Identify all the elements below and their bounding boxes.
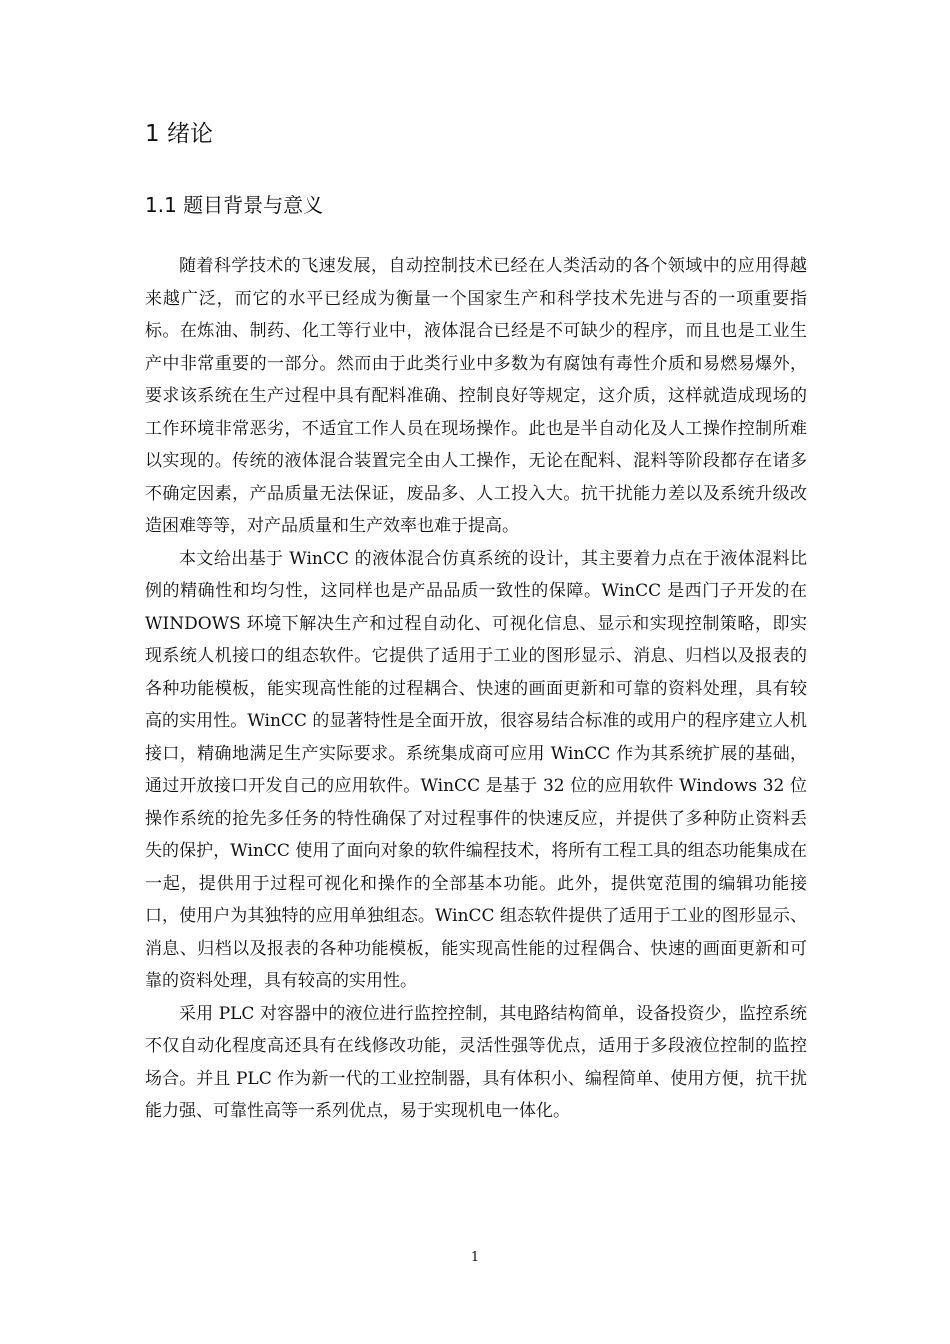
paragraph: 本文给出基于 WinCC 的液体混合仿真系统的设计，其主要着力点在于液体混料比例的精确性和均匀性，这同样也是产品品质一致性的保障。WinCC 是西门子开发的在 WINDOWS 环境下解决生产和过程自动化、可视化信息、显示和实现控制策略，即实现系统人机接口的组态软件。它提供了适用于工业的图形显示、消息、归档以及报表的各种功能模板，能实现高性能的过程耦合、快速的画面更新和可靠的资料处理，具有较高的实用性。WinCC 的显著特性是全面开放，很容易结合标准的或用户的程序建立人机接口，精确地满足生产实际要求。系统集成商可应用 WinCC 作为其系统扩展的基础，通过开放接口开发自己的应用软件。WinCC 是基于 32 位的应用软件 Windows 32 位操作系统的抢先多任务的特性确保了对过程事件的快速反应，并提供了多种防止资料丢失的保护，WinCC 使用了面向对象的软件编程技术，将所有工程工具的组态功能集成在一起，提供用于过程可视化和操作的全部基本功能。此外，提供宽范围的编辑功能接口，使用户为其独特的应用单独组态。WinCC 组态软件提供了适用于工业的图形显示、消息、归档以及报表的各种功能模板，能实现高性能的过程偶合、快速的画面更新和可靠的资料处理，具有较高的实用性。 xyxy=(145,548,807,991)
paragraph: 采用 PLC 对容器中的液位进行监控控制，其电路结构简单，设备投资少，监控系统不仅自动化程度高还具有在线修改功能，灵活性强等优点，适用于多段液位控制的监控场合。并且 PLC 作为新一代的工业控制器，具有体积小、编程简单、使用方便，抗干扰能力强、可靠性高等一系列优点，易于实现机电一体化。 xyxy=(145,1003,807,1121)
paragraph: 随着科学技术的飞速发展，自动控制技术已经在人类活动的各个领域中的应用得越来越广泛，而它的水平已经成为衡量一个国家生产和科学技术先进与否的一项重要指标。在炼油、制药、化工等行业中，液体混合已经是不可缺少的程序，而且也是工业生产中非常重要的一部分。然而由于此类行业中多数为有腐蚀有毒性介质和易燃易爆外，要求该系统在生产过程中具有配料准确、控制良好等规定，这介质，这样就造成现场的工作环境非常恶劣，不适宜工作人员在现场操作。此也是半自动化及人工操作控制所难以实现的。传统的液体混合装置完全由人工操作，无论在配料、混料等阶段都存在诸多不确定因素，产品质量无法保证，废品多、人工投入大。抗干扰能力差以及系统升级改造困难等等，对产品质量和生产效率也难于提高。 xyxy=(145,256,807,536)
chapter-title: 1 绪论 xyxy=(145,121,213,147)
body-text xyxy=(145,250,807,1128)
page-number: 1 xyxy=(470,1250,480,1265)
section-title: 1.1 题目背景与意义 xyxy=(145,193,324,217)
